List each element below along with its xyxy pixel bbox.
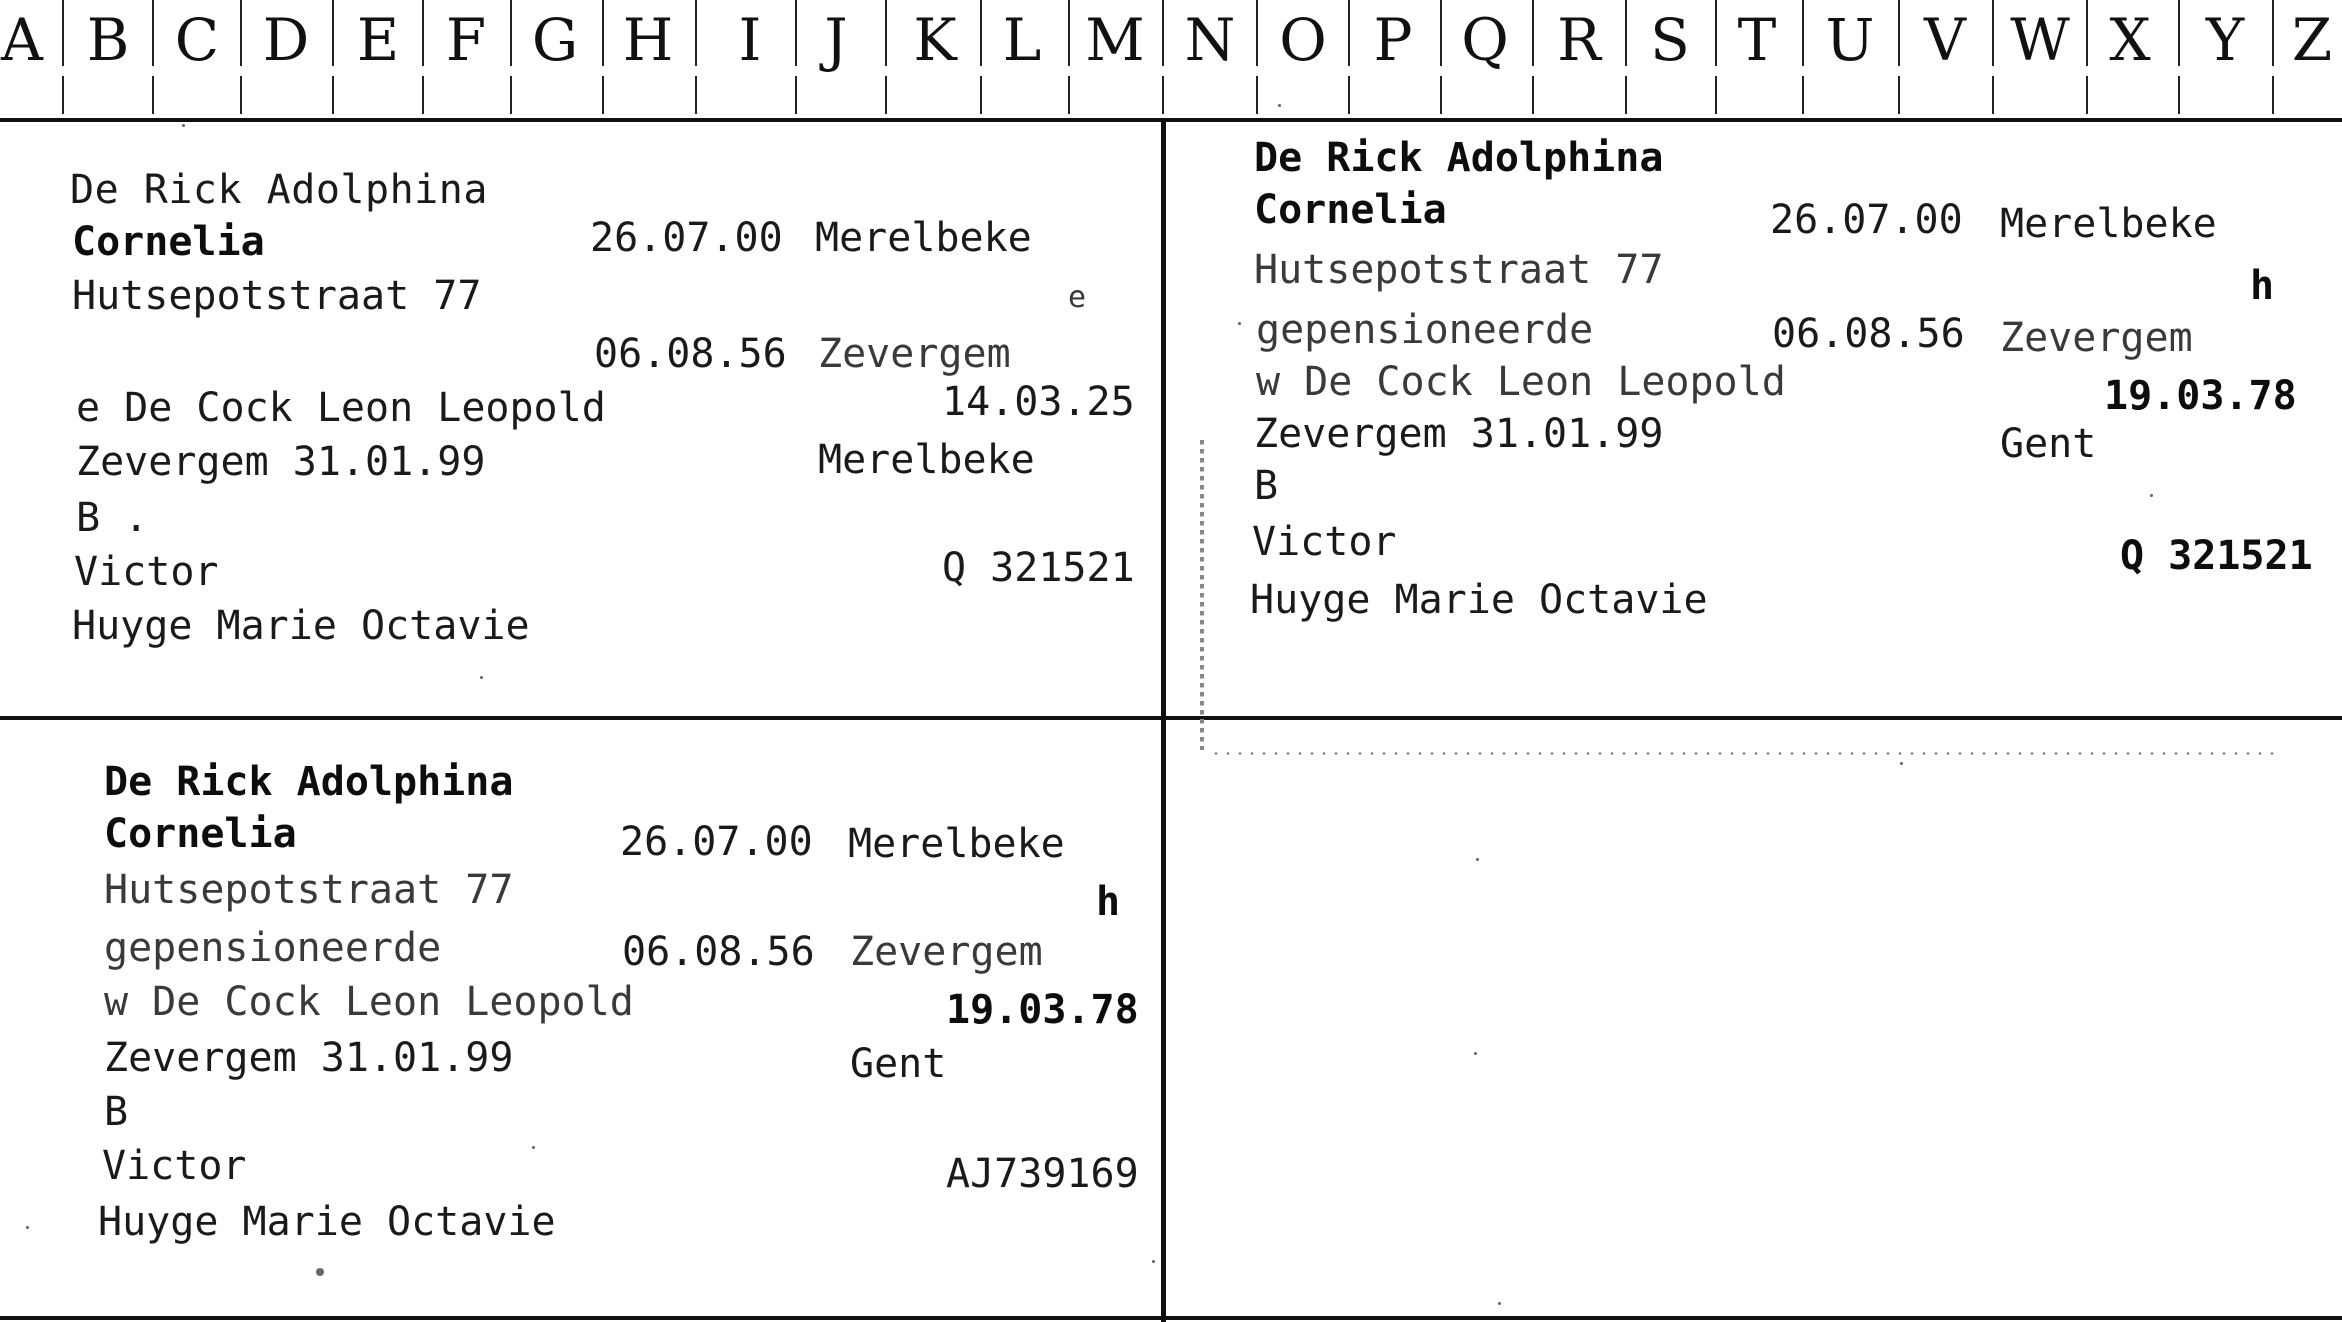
card-event-date: 06.08.56 — [594, 331, 787, 377]
ruler-tick — [2272, 0, 2274, 66]
card-birth-date: 26.07.00 — [590, 215, 783, 261]
ruler-letter-g: G — [531, 6, 579, 74]
alphabet-ruler — [0, 0, 2342, 122]
scan-speck — [182, 124, 185, 127]
card-mother: Huyge Marie Octavie — [1250, 577, 1708, 623]
page-bottom-rule — [0, 1316, 2342, 1320]
card-occupation: gepensioneerde — [1256, 307, 1594, 353]
card-name-line2: Cornelia — [72, 219, 265, 265]
ruler-tick — [1715, 76, 1717, 114]
ruler-tick — [1440, 0, 1442, 66]
ruler-tick — [980, 76, 982, 114]
ruler-letter-l: L — [1002, 6, 1042, 74]
ruler-letter-t: T — [1737, 6, 1777, 74]
card-name-line1: De Rick Adolphina — [104, 759, 514, 805]
card-occupation: gepensioneerde — [104, 925, 442, 971]
ruler-tick — [1625, 76, 1627, 114]
card-birth-place: Merelbeke — [2000, 201, 2217, 247]
card-name-line2: Cornelia — [104, 811, 297, 857]
card-death-date: 19.03.78 — [2104, 373, 2297, 419]
ruler-tick — [240, 76, 242, 114]
card-father: Victor — [1252, 519, 1397, 565]
card-divider-horizontal — [0, 716, 2342, 720]
card-code: B . — [76, 495, 149, 541]
ruler-letter-d: D — [262, 6, 310, 74]
ruler-tick — [695, 0, 697, 66]
scan-speck — [1498, 1302, 1501, 1305]
ruler-tick — [1802, 76, 1804, 114]
ruler-letter-f: F — [445, 6, 487, 74]
ruler-letter-r: R — [1557, 6, 1601, 74]
scan-smudge — [1200, 440, 1204, 750]
card-reference: AJ739169 — [946, 1151, 1139, 1197]
ruler-tick — [1898, 76, 1900, 114]
ruler-tick — [62, 76, 64, 114]
ruler-letter-c: C — [174, 6, 220, 74]
scan-speck — [1278, 104, 1281, 107]
ruler-letter-a: A — [1, 6, 43, 74]
ruler-letter-p: P — [1373, 6, 1413, 74]
ruler-letter-k: K — [913, 6, 957, 74]
ruler-tick — [2086, 76, 2088, 114]
card-address: Hutsepotstraat 77 — [72, 273, 482, 319]
ruler-tick — [602, 0, 604, 66]
ruler-tick — [510, 76, 512, 114]
card-name-line1: De Rick Adolphina — [70, 167, 488, 213]
ruler-tick — [1162, 0, 1164, 66]
card-mother: Huyge Marie Octavie — [98, 1199, 556, 1245]
ruler-tick — [2178, 0, 2180, 66]
ruler-tick — [1348, 0, 1350, 66]
ruler-tick — [332, 76, 334, 114]
ruler-tick — [422, 0, 424, 66]
card-death-date: 19.03.78 — [946, 987, 1139, 1033]
ruler-tick — [1162, 76, 1164, 114]
scan-speck — [1238, 322, 1241, 325]
ruler-tick — [602, 76, 604, 114]
ruler-tick — [240, 0, 242, 66]
ruler-tick — [422, 76, 424, 114]
card-birth-place: Merelbeke — [848, 821, 1065, 867]
card-spouse: e De Cock Leon Leopold — [76, 385, 606, 431]
ruler-letter-z: Z — [2291, 6, 2333, 74]
ruler-tick — [1068, 0, 1070, 66]
card-death-place: Merelbeke — [818, 437, 1035, 483]
ruler-letter-h: H — [622, 6, 674, 74]
ruler-tick — [2086, 0, 2088, 66]
scan-speck — [2150, 494, 2153, 497]
card-father: Victor — [102, 1143, 247, 1189]
card-spouse-birth: Zevergem 31.01.99 — [76, 439, 486, 485]
ruler-letter-w: W — [2010, 6, 2070, 74]
card-father: Victor — [74, 549, 219, 595]
ruler-letter-y: Y — [2205, 6, 2245, 74]
ruler-tick — [695, 76, 697, 114]
ruler-tick — [795, 0, 797, 66]
card-name-line2: Cornelia — [1254, 187, 1447, 233]
ruler-letter-q: Q — [1461, 6, 1509, 74]
card-death-date: 14.03.25 — [942, 379, 1135, 425]
card-code: B — [1254, 463, 1279, 509]
ruler-tick — [1625, 0, 1627, 66]
ruler-letter-i: I — [738, 6, 762, 74]
card-reference: Q 321521 — [942, 545, 1135, 591]
ruler-tick — [152, 76, 154, 114]
card-event-date: 06.08.56 — [622, 929, 815, 975]
card-spouse-birth: Zevergem 31.01.99 — [1254, 411, 1664, 457]
card-spouse-birth: Zevergem 31.01.99 — [104, 1035, 514, 1081]
ruler-letter-s: S — [1650, 6, 1690, 74]
ruler-tick — [980, 0, 982, 66]
ruler-tick — [2178, 76, 2180, 114]
scan-speck — [1476, 858, 1479, 861]
scan-speck — [532, 1146, 535, 1149]
ruler-tick — [1992, 76, 1994, 114]
ruler-tick — [1348, 76, 1350, 114]
scan-speck — [26, 1226, 29, 1229]
scan-speck — [1152, 1260, 1155, 1263]
ruler-letter-u: U — [1825, 6, 1875, 74]
ruler-tick — [885, 76, 887, 114]
ruler-letter-o: O — [1279, 6, 1327, 74]
ruler-letter-v: V — [1924, 6, 1966, 74]
ruler-tick — [1898, 0, 1900, 66]
ruler-tick — [1256, 76, 1258, 114]
ruler-letter-j: J — [824, 6, 848, 74]
ruler-tick — [1256, 0, 1258, 66]
card-event-place: Zevergem — [850, 929, 1043, 975]
ruler-tick — [152, 0, 154, 66]
card-birth-place: Merelbeke — [815, 215, 1032, 261]
card-death-place: Gent — [850, 1041, 947, 1087]
ruler-letter-e: E — [356, 6, 400, 74]
ruler-tick — [885, 0, 887, 66]
card-divider-vertical — [1161, 118, 1166, 1322]
card-address: Hutsepotstraat 77 — [1254, 247, 1664, 293]
card-reference: Q 321521 — [2120, 533, 2313, 579]
card-marker: h — [2250, 263, 2275, 309]
ruler-tick — [1068, 76, 1070, 114]
card-marker: e — [1068, 280, 1087, 315]
card-mother: Huyge Marie Octavie — [72, 603, 530, 649]
ruler-tick — [510, 0, 512, 66]
card-event-place: Zevergem — [2000, 315, 2193, 361]
scan-speck — [1474, 1052, 1477, 1055]
ruler-tick — [1532, 0, 1534, 66]
ruler-tick — [1802, 0, 1804, 66]
card-spouse: w De Cock Leon Leopold — [104, 979, 634, 1025]
card-birth-date: 26.07.00 — [1770, 197, 1963, 243]
ruler-letter-x: X — [2109, 6, 2151, 74]
ruler-tick — [2272, 76, 2274, 114]
card-birth-date: 26.07.00 — [620, 819, 813, 865]
ruler-tick — [1440, 76, 1442, 114]
ruler-tick — [62, 0, 64, 66]
card-event-date: 06.08.56 — [1772, 311, 1965, 357]
scan-speck — [316, 1268, 324, 1276]
ruler-tick — [1532, 76, 1534, 114]
scan-speck — [480, 676, 483, 679]
ruler-tick — [795, 76, 797, 114]
scan-dotted-trace — [1210, 752, 2280, 755]
ruler-tick — [1715, 0, 1717, 66]
ruler-letter-n: N — [1184, 6, 1236, 74]
card-address: Hutsepotstraat 77 — [104, 867, 514, 913]
card-code: B — [104, 1089, 129, 1135]
card-marker: h — [1096, 879, 1121, 925]
ruler-tick — [332, 0, 334, 66]
scan-speck — [1900, 762, 1903, 765]
card-event-place: Zevergem — [818, 331, 1011, 377]
card-spouse: w De Cock Leon Leopold — [1256, 359, 1786, 405]
ruler-letter-b: B — [86, 6, 130, 74]
card-death-place: Gent — [2000, 421, 2097, 467]
ruler-letter-m: M — [1085, 6, 1145, 74]
ruler-tick — [1992, 0, 1994, 66]
card-name-line1: De Rick Adolphina — [1254, 135, 1664, 181]
